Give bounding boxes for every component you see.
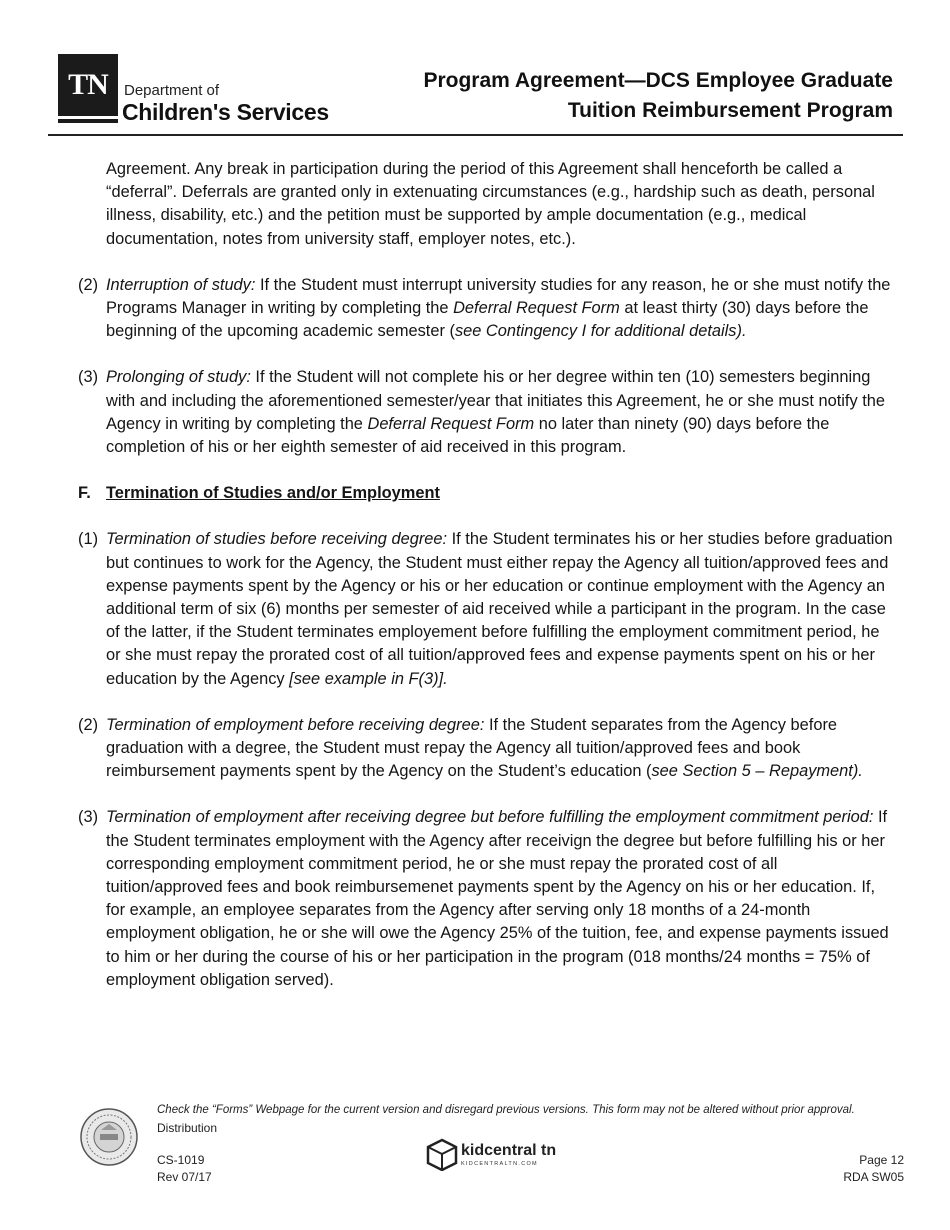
kidcentral-url: KIDCENTRALTN.COM xyxy=(461,1161,538,1167)
document-body xyxy=(78,158,898,1015)
revision-date: Rev 07/17 xyxy=(157,1170,212,1184)
item-f-3 xyxy=(78,806,898,992)
item-lead: Termination of employment before receiving degree: xyxy=(106,715,485,734)
item-number: (2) xyxy=(78,715,99,734)
header-divider xyxy=(48,134,903,136)
item-number: (2) xyxy=(78,275,99,294)
item-lead: Termination of employment after receiving degree but before fulfilling the employment commitment period: xyxy=(106,808,874,827)
document-title-line-2: Tuition Reimbursement Program xyxy=(567,99,893,122)
document-title-line-1: Program Agreement—DCS Employee Graduate xyxy=(423,69,893,92)
tn-logo-mark: TN xyxy=(58,54,118,116)
logo-underline xyxy=(58,119,118,123)
item-number: (3) xyxy=(78,808,99,827)
item-text: If the Student separates from the Agency before graduation with a degree, the Student must repay the Agency all tuition/approved fees and book reimbursement payments spent by the Agency on the Student’s education ( xyxy=(106,715,838,781)
section-letter: F. xyxy=(78,484,91,503)
item-f-1 xyxy=(78,528,898,690)
kidcentral-name: kidcentral tn xyxy=(461,1142,557,1159)
section-title: Termination of Studies and/or Employment xyxy=(106,484,440,503)
item-lead: Prolonging of study: xyxy=(106,368,251,387)
intro-paragraph: Agreement. Any break in participation during the period of this Agreement shall henceforth be called a “deferral”. Deferrals are granted only in extenuating circumstances (e.g., hardship such as death, personal illness, disability, etc.) and the petition must be supported by ample documentation (e.g., medical documentation, notes from university staff, employer notes, etc.). xyxy=(106,160,875,248)
item-text: If the Student terminates employment with the Agency after receivign the degree but before fulfilling his or her corresponding employment commitment period, he or she must repay the prorated cost of all tuition/approved fees and book reimbursemenet payments spent by the Agency on his or her education. If, for example, an employee separates from the Agency after serving only 18 months of a 24-month employment obligation, he or she will owe the Agency 25% of the tuition, fee, and expense payments issued to him or her during the course of his or her participation in the program (018 months/24 months = 75% of employment obligation served). xyxy=(106,808,889,989)
item-e-2 xyxy=(78,274,898,344)
state-seal-icon xyxy=(80,1108,138,1166)
logo-department: Department of xyxy=(124,82,220,99)
page-number: Page 12 xyxy=(859,1153,904,1167)
page-header xyxy=(0,0,950,140)
item-lead: Interruption of study: xyxy=(106,275,256,294)
page-footer xyxy=(0,1100,950,1230)
item-e-3 xyxy=(78,366,898,459)
item-number: (1) xyxy=(78,530,99,549)
item-f-2 xyxy=(78,714,898,784)
form-name: Deferral Request Form xyxy=(453,299,620,318)
document-title xyxy=(333,66,893,126)
cross-reference: see Contingency I for additional details). xyxy=(454,322,747,341)
cross-reference: see Section 5 – Repayment). xyxy=(651,762,863,781)
item-lead: Termination of studies before receiving degree: xyxy=(106,530,448,549)
item-text: no later than ninety (90) days before the completion of his or her eighth semester of aid received in this program. xyxy=(106,414,830,457)
section-f-heading xyxy=(78,482,898,505)
rda-code: RDA SW05 xyxy=(843,1170,904,1184)
item-text: at least thirty (30) days before the beginning of the upcoming academic semester ( xyxy=(106,299,869,341)
logo-agency-name: Children's Services xyxy=(122,99,329,125)
form-number: CS-1019 xyxy=(157,1153,205,1167)
item-number: (3) xyxy=(78,368,99,387)
form-name: Deferral Request Form xyxy=(367,414,535,433)
item-text: If the Student will not complete his or her degree within ten (10) semesters beginning with and including the aforementioned semester/year that initiates this Agreement, he or she must notify the Agency in writing by completing the xyxy=(106,368,885,433)
distribution-label: Distribution xyxy=(157,1121,218,1135)
item-text: If the Student terminates his or her studies before graduation but continues to work for the Agency, the Student must either repay the Agency all tuition/approved fees and expense payments spent by the Agency or his or her education or continue employment with the Agency an additional term of six (6) months per semester of aid received while a participant in the program. In the case of the latter, if the Student terminates employement before fulfilling the employment commitment period, he or she must repay the prorated cost of all tuition/approved fees and expense payments spent on his or her education by the Agency xyxy=(106,530,893,688)
cross-reference: [see example in F(3)]. xyxy=(289,669,448,688)
forms-notice: Check the “Forms” Webpage for the current version and disregard previous versions. This form may not be altered without prior approval. xyxy=(157,1104,855,1116)
item-text: If the Student must interrupt university studies for any reason, he or she must notify the Programs Manager in writing by completing the xyxy=(106,275,891,318)
